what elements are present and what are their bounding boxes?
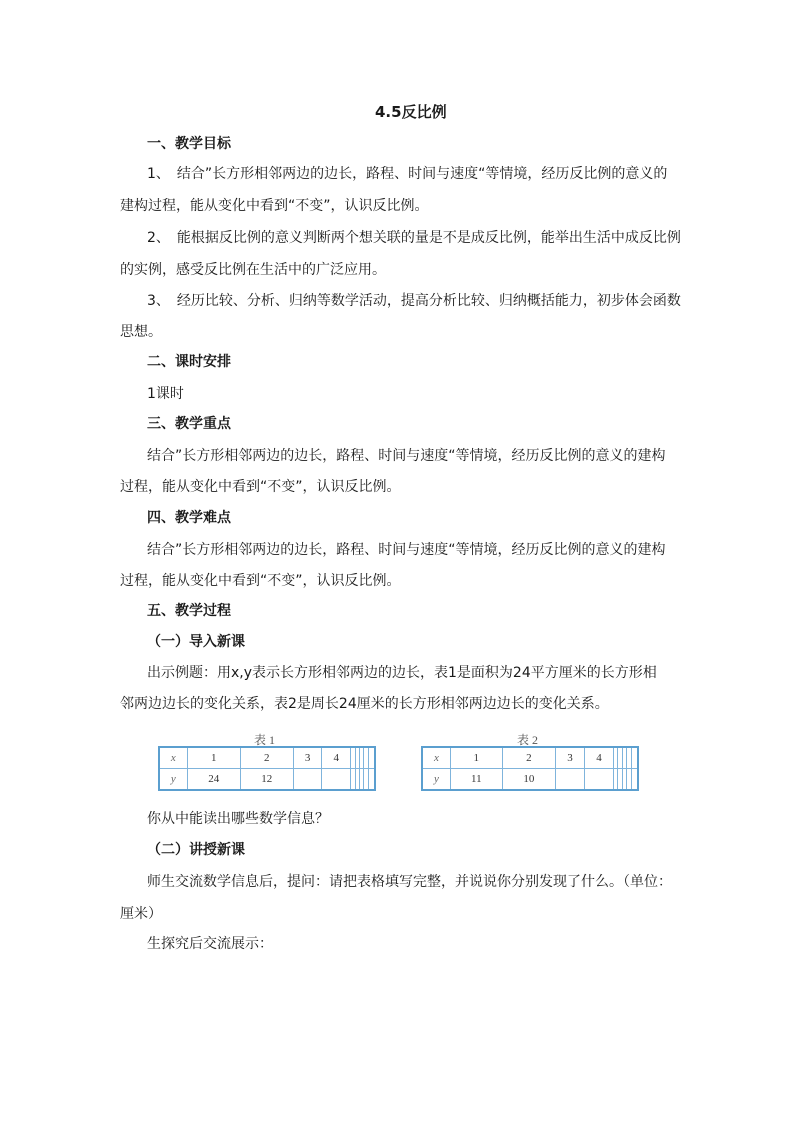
table-1-x-label: x — [159, 747, 187, 769]
intro-line-1: 出示例题：用x,y表示长方形相邻两边的边长，表1是面积为24平方厘米的长方形相 — [147, 665, 657, 681]
key-points-line-1: 结合”长方形相邻两边的边长，路程、时间与速度“等情境，经历反比例的意义的建构 — [147, 448, 666, 464]
table-2-caption: 表 2 — [517, 733, 539, 747]
show-text: 生探究后交流展示： — [147, 936, 273, 952]
table-cell — [368, 769, 375, 791]
goal-1-line-1: 1、 结合”长方形相邻两边的边长，路程、时间与速度“等情境，经历反比例的意义的 — [147, 166, 668, 182]
table-2 — [421, 746, 639, 791]
table-2-y-label: y — [422, 769, 450, 791]
question-text: 你从中能读出哪些数学信息？ — [147, 811, 329, 827]
table-cell: 4 — [585, 747, 614, 769]
table-2-x-label: x — [422, 747, 450, 769]
teach-line-1: 师生交流数学信息后，提问：请把表格填写完整，并说说你分别发现了什么。（单位： — [147, 874, 672, 890]
table-cell: 3 — [556, 747, 585, 769]
goal-1-line-2: 建构过程，能从变化中看到“不变”，认识反比例。 — [120, 198, 429, 214]
table-cell: 2 — [502, 747, 555, 769]
table-cell: 24 — [187, 769, 240, 791]
section-heading-process: 五、教学过程 — [147, 603, 231, 619]
table-cell: 11 — [450, 769, 502, 791]
difficulties-line-2: 过程，能从变化中看到“不变”，认识反比例。 — [120, 573, 401, 589]
goal-2-line-1: 2、 能根据反比例的意义判断两个想关联的量是不是成反比例，能举出生活中成反比例 — [147, 230, 681, 246]
table-cell — [585, 769, 614, 791]
intro-line-2: 邻两边边长的变化关系，表2是周长24厘米的长方形相邻两边边长的变化关系。 — [120, 696, 609, 712]
goal-3-line-1: 3、 经历比较、分析、归纳等数学活动，提高分析比较、归纳概括能力，初步体会函数 — [147, 293, 681, 309]
table-1-y-row — [159, 769, 375, 791]
table-cell: 1 — [187, 747, 240, 769]
section-heading-key-points: 三、教学重点 — [147, 416, 231, 432]
table-1-caption: 表 1 — [254, 733, 276, 747]
table-cell: 10 — [502, 769, 555, 791]
page-title: 4.5反比例 — [375, 103, 447, 121]
section-heading-schedule: 二、课时安排 — [147, 354, 231, 370]
table-cell — [322, 769, 351, 791]
table-cell: 12 — [240, 769, 293, 791]
goal-3-line-2: 思想。 — [120, 324, 162, 340]
schedule-text: 1课时 — [147, 386, 184, 402]
table-cell: 1 — [450, 747, 502, 769]
section-heading-difficulties: 四、教学难点 — [147, 510, 231, 526]
table-2-y-row — [422, 769, 638, 791]
section-heading-goals: 一、教学目标 — [147, 136, 231, 152]
subheading-new-lesson: （二）讲授新课 — [147, 842, 245, 858]
table-2-x-row — [422, 747, 638, 769]
goal-2-line-2: 的实例，感受反比例在生活中的广泛应用。 — [120, 262, 386, 278]
table-cell: 3 — [293, 747, 322, 769]
table-cell — [631, 769, 638, 791]
table-cell: 2 — [240, 747, 293, 769]
table-cell — [556, 769, 585, 791]
table-1 — [158, 746, 376, 791]
key-points-line-2: 过程，能从变化中看到“不变”，认识反比例。 — [120, 479, 401, 495]
teach-line-2: 厘米） — [120, 906, 162, 922]
table-1-y-label: y — [159, 769, 187, 791]
table-cell — [293, 769, 322, 791]
table-cell — [631, 747, 638, 769]
subheading-intro: （一）导入新课 — [147, 634, 245, 650]
table-1-x-row — [159, 747, 375, 769]
table-cell: 4 — [322, 747, 351, 769]
table-cell — [368, 747, 375, 769]
difficulties-line-1: 结合”长方形相邻两边的边长，路程、时间与速度“等情境，经历反比例的意义的建构 — [147, 542, 666, 558]
